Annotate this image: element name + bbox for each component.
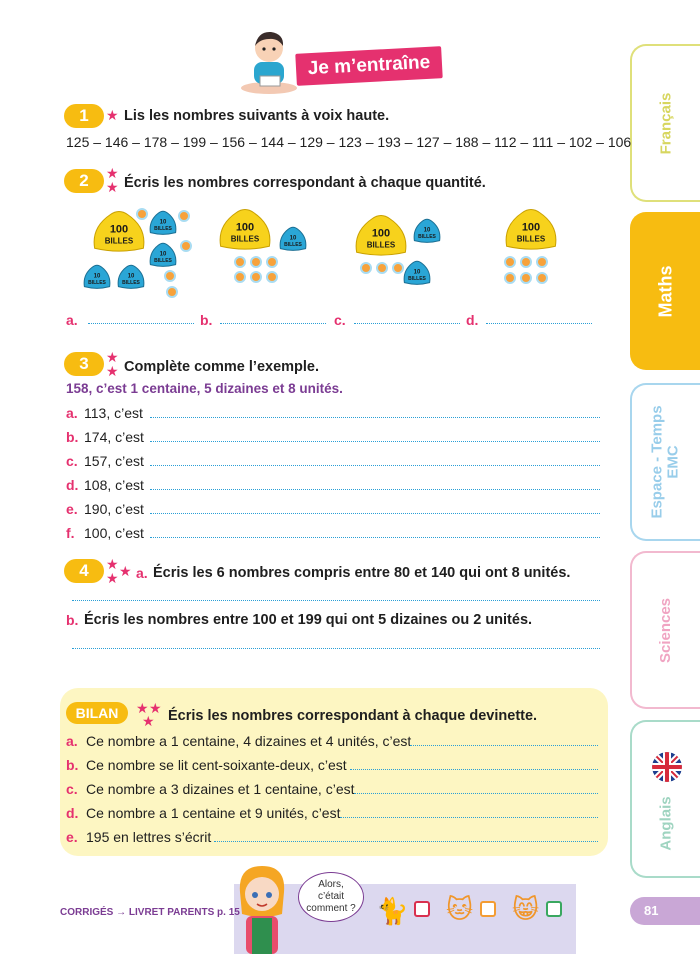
bag-unit-text: BILLES [230,234,260,244]
marble-icon [536,256,548,268]
marble-icon [136,208,148,220]
bag-unit-text: BILLES [516,234,546,244]
ex3-answer-b-field[interactable] [150,441,600,442]
marble-icon [504,256,516,268]
bag-100-billes-icon [352,210,410,258]
ex3-text-f: 100, c’est [84,525,144,541]
tab-espace-line2: EMC [665,445,683,479]
bilan-label-a: a. [66,733,78,749]
difficulty-star-icon: ★ [106,556,119,572]
girl-illustration [232,862,292,954]
bilan-answer-e-field[interactable] [214,841,598,842]
bubble-line-1: Alors, [318,879,344,890]
marble-icon [234,256,246,268]
tab-francais[interactable] [630,44,700,202]
ex4-question-b: Écris les nombres entre 100 et 199 qui ont 5 dizaines ou 2 unités. [84,612,533,628]
ex3-text-b: 174, c’est [84,429,144,445]
ex4-label-a: a. [136,565,148,581]
bag-value-text: 100 [109,223,129,236]
ex3-label-f: f. [66,525,75,541]
ex2-answer-b-field[interactable] [220,323,326,324]
bag-unit-text: BILLES [154,225,172,232]
ex1-numbers: 125 – 146 – 178 – 199 – 156 – 144 – 129 – 123 – 193 – 127 – 188 – 112 – 111 – 102 – 106 [66,134,632,150]
bilan-question: Écris les nombres correspondant à chaque devinette. [168,708,538,724]
exercise-number-4: 4 [64,559,104,583]
ex3-text-a: 113, c’est [84,405,143,421]
self-eval-checkbox-red[interactable] [414,901,430,917]
ex3-label-c: c. [66,453,78,469]
bag-value-text: 10 [289,235,297,242]
bilan-text-c: Ce nombre a 3 dizaines et 1 centaine, c’est [86,781,355,797]
bag-value-text: 100 [371,227,391,240]
bilan-text-b: Ce nombre se lit cent-soixante-deux, c’est [86,757,347,773]
bag-10-billes-icon [402,258,432,286]
ex2-answer-a-field[interactable] [88,323,194,324]
bag-value-text: 10 [127,273,135,280]
marble-icon [250,256,262,268]
bag-10-billes-icon [82,262,112,290]
exercise-number-2: 2 [64,169,104,193]
bag-unit-text: BILLES [418,233,436,240]
difficulty-star-icon: ★ [149,700,162,716]
difficulty-star-icon: ★ [106,363,119,379]
ex2-answer-d-field[interactable] [486,323,592,324]
tab-sciences-label: Sciences [657,597,675,663]
ex3-label-a: a. [66,405,78,421]
difficulty-star-icon: ★ [119,563,132,579]
marble-icon [536,272,548,284]
bag-10-billes-icon [278,224,308,252]
bag-unit-text: BILLES [366,240,396,250]
difficulty-star-icon: ★ [106,179,119,195]
ex4-answer-a-field[interactable] [72,600,600,601]
tab-anglais-label: Anglais [657,795,675,851]
ex3-answer-c-field[interactable] [150,465,600,466]
ex4-label-b: b. [66,612,79,628]
ex3-answer-e-field[interactable] [150,513,600,514]
happy-cat-icon: 😸 [512,894,540,924]
ex3-answer-f-field[interactable] [150,537,600,538]
marble-icon [360,262,372,274]
self-eval-checkbox-green[interactable] [546,901,562,917]
ex3-label-d: d. [66,477,79,493]
self-eval-checkbox-orange[interactable] [480,901,496,917]
bilan-label-b: b. [66,757,79,773]
bilan-answer-a-field[interactable] [410,745,598,746]
difficulty-star-icon: ★ [106,570,119,586]
bubble-line-2: c’était [317,891,345,902]
tab-espace-line1: Espace - Temps [649,405,667,519]
ex1-question: Lis les nombres suivants à voix haute. [124,108,390,124]
sleeping-cat-icon: 🐈 [376,896,409,926]
bag-value-text: 10 [413,269,421,276]
tab-espace-label [650,405,682,518]
exercise-number-1: 1 [64,104,104,128]
marble-icon [266,256,278,268]
ex3-label-e: e. [66,501,78,517]
difficulty-star-icon: ★ [106,349,119,365]
bag-100-billes-icon [216,204,274,252]
marble-icon [520,272,532,284]
marble-icon [520,256,532,268]
ex2-answer-label-c: c. [334,312,346,328]
bag-value-text: 100 [235,221,255,234]
tab-sciences[interactable] [630,551,700,709]
ex2-answer-label-b: b. [200,312,213,328]
page-title: Je m’entraîne [295,46,442,86]
bilan-text-e: 195 en lettres s’écrit [86,829,212,845]
ex3-question: Complète comme l’exemple. [124,359,320,375]
marble-icon [164,270,176,282]
tab-maths[interactable] [630,212,700,370]
difficulty-star-icon: ★ [136,700,149,716]
bilan-answer-d-field[interactable] [340,817,598,818]
bag-unit-text: BILLES [408,275,426,282]
ex3-text-c: 157, c’est [84,453,144,469]
bag-unit-text: BILLES [154,257,172,264]
marble-icon [250,271,262,283]
marble-icon [180,240,192,252]
bag-unit-text: BILLES [88,279,106,286]
ex2-answer-label-a: a. [66,312,78,328]
ex3-text-d: 108, c’est [84,477,144,493]
tab-espace-temps[interactable] [630,383,700,541]
ex3-answer-a-field[interactable] [150,417,600,418]
bilan-answer-b-field[interactable] [350,769,598,770]
ex3-example: 158, c’est 1 centaine, 5 dizaines et 8 unités. [66,381,343,396]
sitting-cat-icon: 🐱 [446,894,474,924]
tab-maths-label: Maths [655,264,676,318]
bilan-tag: BILAN [66,702,128,724]
bag-100-billes-icon [502,204,560,252]
bag-10-billes-icon [412,216,442,244]
marble-icon [266,271,278,283]
marble-icon [376,262,388,274]
exercise-number-3: 3 [64,352,104,376]
bilan-label-e: e. [66,829,78,845]
bilan-label-c: c. [66,781,78,797]
bilan-answer-c-field[interactable] [354,793,598,794]
bag-unit-text: BILLES [284,241,302,248]
speech-bubble [298,872,364,922]
page-number: 81 [630,897,700,925]
bag-unit-text: BILLES [104,236,134,246]
bag-value-text: 10 [93,273,101,280]
ex2-answer-label-d: d. [466,312,479,328]
bag-value-text: 100 [521,221,541,234]
ex2-answer-c-field[interactable] [354,323,460,324]
bag-value-text: 10 [423,227,431,234]
bilan-text-d: Ce nombre a 1 centaine et 9 unités, c’est [86,805,341,821]
ex4-answer-b-field[interactable] [72,648,600,649]
marble-icon [166,286,178,298]
ex3-label-b: b. [66,429,79,445]
tab-francais-label: Français [657,92,675,154]
marble-icon [392,262,404,274]
reading-boy-illustration [238,26,300,94]
ex3-text-e: 190, c’est [84,501,144,517]
marble-icon [234,271,246,283]
marble-icon [178,210,190,222]
tab-anglais[interactable] [630,720,700,878]
ex3-answer-d-field[interactable] [150,489,600,490]
difficulty-star-icon: ★ [142,713,155,729]
ex4-question-a: Écris les 6 nombres compris entre 80 et 140 qui ont 8 unités. [153,565,571,581]
bilan-label-d: d. [66,805,79,821]
marble-icon [504,272,516,284]
bag-10-billes-icon [148,240,178,268]
difficulty-star-icon: ★ [106,165,119,181]
bag-value-text: 10 [159,219,167,226]
bag-10-billes-icon [148,208,178,236]
bubble-line-3: comment ? [306,903,356,914]
bilan-text-a: Ce nombre a 1 centaine, 4 dizaines et 4 unités, c’est [86,733,412,749]
difficulty-star-icon: ★ [106,107,119,123]
corriges-reference: CORRIGÉS → LIVRET PARENTS p. 15 [60,907,240,918]
bag-10-billes-icon [116,262,146,290]
bag-unit-text: BILLES [122,279,140,286]
ex2-question: Écris les nombres correspondant à chaque quantité. [124,175,486,191]
uk-flag-icon [652,752,682,782]
bag-value-text: 10 [159,251,167,258]
